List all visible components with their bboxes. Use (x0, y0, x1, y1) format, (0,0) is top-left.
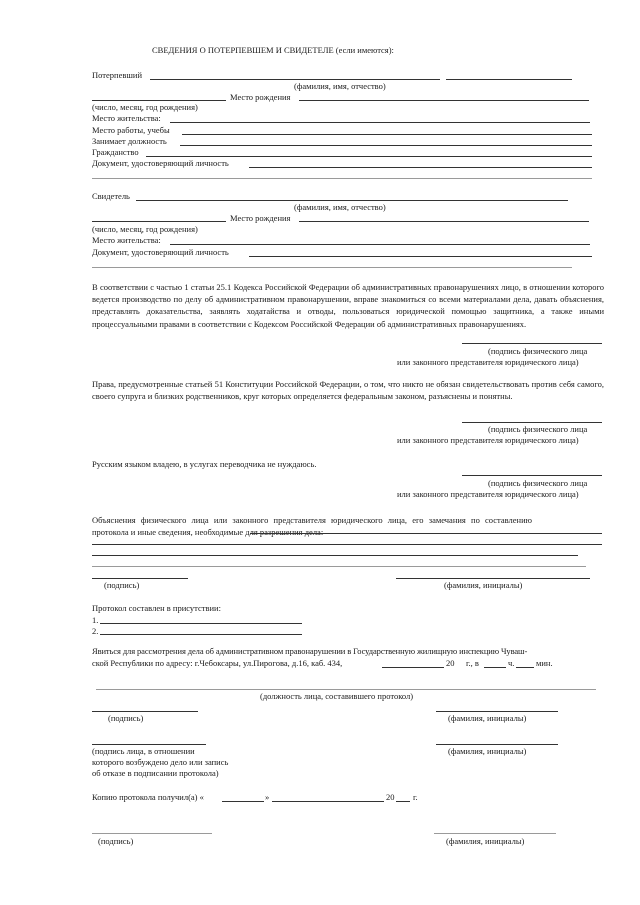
officer-name-hint: (фамилия, инициалы) (448, 713, 527, 723)
witness-dob-hint: (число, месяц, год рождения) (92, 224, 198, 234)
appear-hour-line[interactable] (484, 667, 506, 668)
appear-h: ч. (508, 658, 515, 668)
appear-line-1: Явиться для рассмотрения дела об административном правонарушении в Государственную жилищную инспекцию Чуваш- (92, 646, 528, 656)
witness-residence-line[interactable] (170, 244, 590, 245)
rights-sign-line[interactable] (462, 343, 602, 344)
copy-day-line[interactable] (222, 801, 264, 802)
victim-fio-line[interactable] (150, 79, 440, 80)
victim-birthplace-label: Место рождения (230, 92, 291, 102)
language-sign-hint-1: (подпись физического лица (488, 478, 588, 488)
constitution-sign-hint-1: (подпись физического лица (488, 424, 588, 434)
language-sign-hint-2: или законного представителя юридического лица) (397, 489, 579, 499)
witness-extra-line[interactable] (92, 267, 572, 268)
victim-fio-hint: (фамилия, имя, отчество) (294, 81, 386, 91)
presence-2-line[interactable] (100, 634, 302, 635)
explanation-line-3[interactable] (92, 555, 578, 556)
witness-birthplace-line[interactable] (299, 221, 589, 222)
explanation-sign-hint: (подпись) (104, 580, 140, 590)
officer-position-hint: (должность лица, составившего протокол) (260, 691, 414, 701)
constitution-paragraph: Права, предусмотренные статьей 51 Конституции Российской Федерации, о том, что никто не обязан свидетельствовать против себя самого, своего супруга и близких родственников, круг которых определяется федеральным законом, разъяснены и понятны. (92, 379, 604, 402)
copy-g: г. (413, 792, 418, 802)
victim-citizenship-label: Гражданство (92, 147, 139, 157)
victim-dob-line[interactable] (92, 100, 226, 101)
witness-fio-line[interactable] (136, 200, 568, 201)
copy-name-line[interactable] (434, 833, 556, 834)
victim-dob-hint: (число, месяц, год рождения) (92, 102, 198, 112)
subject-sign-hint-3: об отказе в подписании протокола) (92, 768, 219, 778)
witness-dob-line[interactable] (92, 221, 226, 222)
appear-min: мин. (536, 658, 553, 668)
victim-extra-line[interactable] (92, 178, 592, 179)
constitution-sign-line[interactable] (462, 422, 602, 423)
subject-name-line[interactable] (436, 744, 558, 745)
copy-sign-hint: (подпись) (98, 836, 134, 846)
appear-date-line[interactable] (382, 667, 444, 668)
witness-residence-label: Место жительства: (92, 235, 161, 245)
explanation-line-4[interactable] (92, 566, 586, 567)
appear-min-line[interactable] (516, 667, 534, 668)
rights-sign-hint-1: (подпись физического лица (488, 346, 588, 356)
copy-name-hint: (фамилия, инициалы) (446, 836, 525, 846)
copy-year: 20 (386, 792, 395, 802)
appear-g: г., в (466, 658, 479, 668)
victim-citizenship-line[interactable] (146, 156, 592, 157)
witness-label: Свидетель (92, 191, 130, 201)
witness-document-label: Документ, удостоверяющий личность (92, 247, 229, 257)
victim-document-line[interactable] (249, 167, 592, 168)
explanation-line-1[interactable] (250, 533, 602, 534)
explanation-prompt: Объяснения физического лица или законного представителя юридического лица, его замечания по составлению протокола и иные сведения, необходимые для разрешения дела: (92, 515, 532, 538)
subject-sign-hint-1: (подпись лица, в отношении (92, 746, 195, 756)
explanation-name-line[interactable] (396, 578, 590, 579)
victim-document-label: Документ, удостоверяющий личность (92, 158, 229, 168)
presence-2-label: 2. (92, 626, 99, 636)
victim-fio-line-2[interactable] (446, 79, 572, 80)
victim-work-line[interactable] (182, 134, 592, 135)
officer-sign-line[interactable] (92, 711, 198, 712)
page-title: СВЕДЕНИЯ О ПОТЕРПЕВШЕМ И СВИДЕТЕЛЕ (если имеются): (152, 45, 394, 55)
subject-name-hint: (фамилия, инициалы) (448, 746, 527, 756)
victim-position-label: Занимает должность (92, 136, 167, 146)
rights-paragraph: В соответствии с частью 1 статьи 25.1 Кодекса Российской Федерации об административных правонарушениях лицо, в отношении которого ведется производство по делу об административном правонарушении, вправе знакомиться со всеми материалами дела, давать объяснения, представлять доказательства, заявлять ходатайства и отводы, пользоваться юридической помощью защитника, а также иными процессуальными правами в соответствии с Кодексом Российской Федерации об административных правонарушениях. (92, 282, 604, 329)
victim-work-label: Место работы, учебы (92, 125, 170, 135)
appear-year: 20 (446, 658, 455, 668)
language-sign-line[interactable] (462, 475, 602, 476)
victim-birthplace-line[interactable] (299, 100, 589, 101)
copy-month-line[interactable] (272, 801, 384, 802)
explanation-line-2[interactable] (92, 544, 602, 545)
explanation-name-hint: (фамилия, инициалы) (444, 580, 523, 590)
presence-1-label: 1. (92, 615, 99, 625)
constitution-sign-hint-2: или законного представителя юридического лица) (397, 435, 579, 445)
victim-position-line[interactable] (180, 145, 592, 146)
language-statement: Русским языком владею, в услугах переводчика не нуждаюсь. (92, 459, 317, 469)
witness-birthplace-label: Место рождения (230, 213, 291, 223)
victim-label: Потерпевший (92, 70, 142, 80)
copy-sign-line[interactable] (92, 833, 212, 834)
rights-sign-hint-2: или законного представителя юридического лица) (397, 357, 579, 367)
presence-1-line[interactable] (100, 623, 302, 624)
explanation-sign-line[interactable] (92, 578, 188, 579)
officer-position-line[interactable] (96, 689, 596, 690)
witness-document-line[interactable] (249, 256, 592, 257)
subject-sign-line[interactable] (92, 744, 206, 745)
appear-line-2: ской Республики по адресу: г.Чебоксары, ул.Пирогова, д.16, каб. 434, (92, 658, 343, 668)
officer-sign-hint: (подпись) (108, 713, 144, 723)
victim-residence-label: Место жительства: (92, 113, 161, 123)
victim-residence-line[interactable] (170, 122, 590, 123)
copy-label: Копию протокола получил(а) « (92, 792, 204, 802)
presence-label: Протокол составлен в присутствии: (92, 603, 221, 613)
witness-fio-hint: (фамилия, имя, отчество) (294, 202, 386, 212)
copy-quote-close: » (265, 792, 270, 802)
officer-name-line[interactable] (436, 711, 558, 712)
copy-year-line[interactable] (396, 801, 410, 802)
subject-sign-hint-2: которого возбуждено дело или запись (92, 757, 229, 767)
